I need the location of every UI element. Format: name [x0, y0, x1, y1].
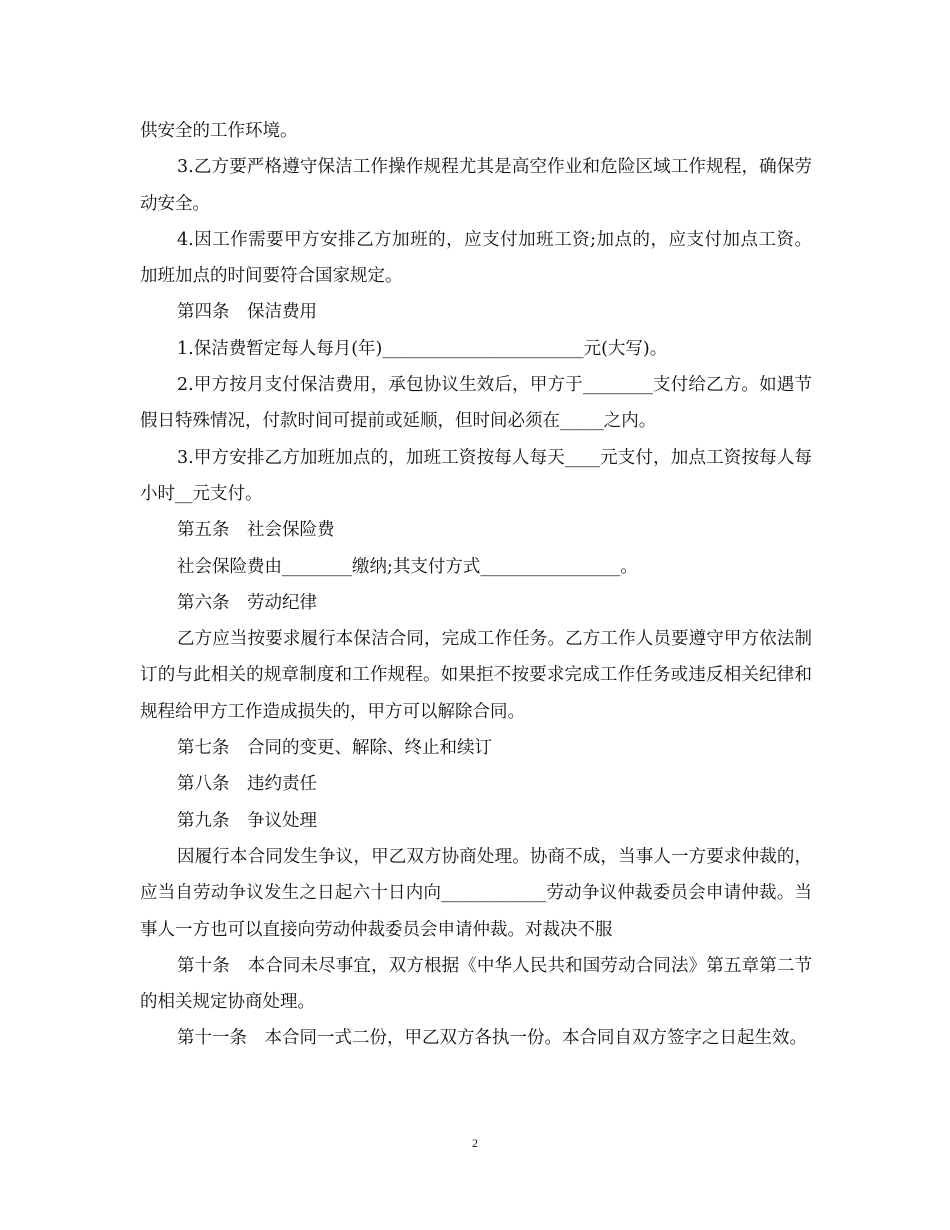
paragraph-16: 第十条 本合同未尽事宜，双方根据《中华人民共和国劳动合同法》第五章第二节的相关规定协商处理。	[140, 955, 812, 1013]
document-body	[140, 113, 812, 1057]
paragraph-2: 3.乙方要严格遵守保洁工作操作规程尤其是高空作业和危险区域工作规程，确保劳动安全。	[140, 157, 812, 214]
paragraph-6: 2.甲方按月支付保洁费用，承包协议生效后，甲方于________支付给乙方。如遇节假日特殊情况，付款时间可提前或延顺，但时间必须在_____之内。	[140, 375, 812, 432]
paragraph-3: 4.因工作需要甲方安排乙方加班的，应支付加班工资;加点的，应支付加点工资。加班加点的时间要符合国家规定。	[140, 229, 812, 287]
paragraph-15: 因履行本合同发生争议，甲乙双方协商处理。协商不成，当事人一方要求仲裁的，应当自劳动争议发生之日起六十日内向____________劳动争议仲裁委员会申请仲裁。当事人一方也可以直接向劳动仲裁委员会申请仲裁。对裁决不服	[140, 846, 812, 940]
paragraph-5: 1.保洁费暂定每人每月(年)_______________________元(大写)。	[177, 338, 668, 359]
paragraph-7: 3.甲方安排乙方加班加点的，加班工资按每人每天____元支付，加点工资按每人每小时__元支付。	[140, 447, 812, 504]
page-number: 2	[472, 1136, 478, 1150]
paragraph-17: 第十一条 本合同一式二份，甲乙双方各执一份。本合同自双方签字之日起生效。	[177, 1028, 807, 1049]
paragraph-11: 乙方应当按要求履行本保洁合同，完成工作任务。乙方工作人员要遵守甲方依法制订的与此相关的规章制度和工作规程。如果拒不按要求完成工作任务或违反相关纪律和规程给甲方工作造成损失的，甲方可以解除合同。	[140, 629, 812, 722]
section-heading-article-7: 第七条 合同的变更、解除、终止和续订	[177, 738, 492, 759]
section-heading-article-4: 第四条 保洁费用	[177, 302, 317, 323]
section-heading-article-5: 第五条 社会保险费	[177, 520, 335, 541]
section-heading-article-8: 第八条 违约责任	[177, 774, 317, 795]
paragraph-1: 供安全的工作环境。	[140, 121, 298, 141]
section-heading-article-9: 第九条 争议处理	[177, 810, 317, 831]
paragraph-9: 社会保险费由________缴纳;其支付方式________________。	[177, 556, 638, 577]
section-heading-article-6: 第六条 劳动纪律	[177, 592, 317, 613]
